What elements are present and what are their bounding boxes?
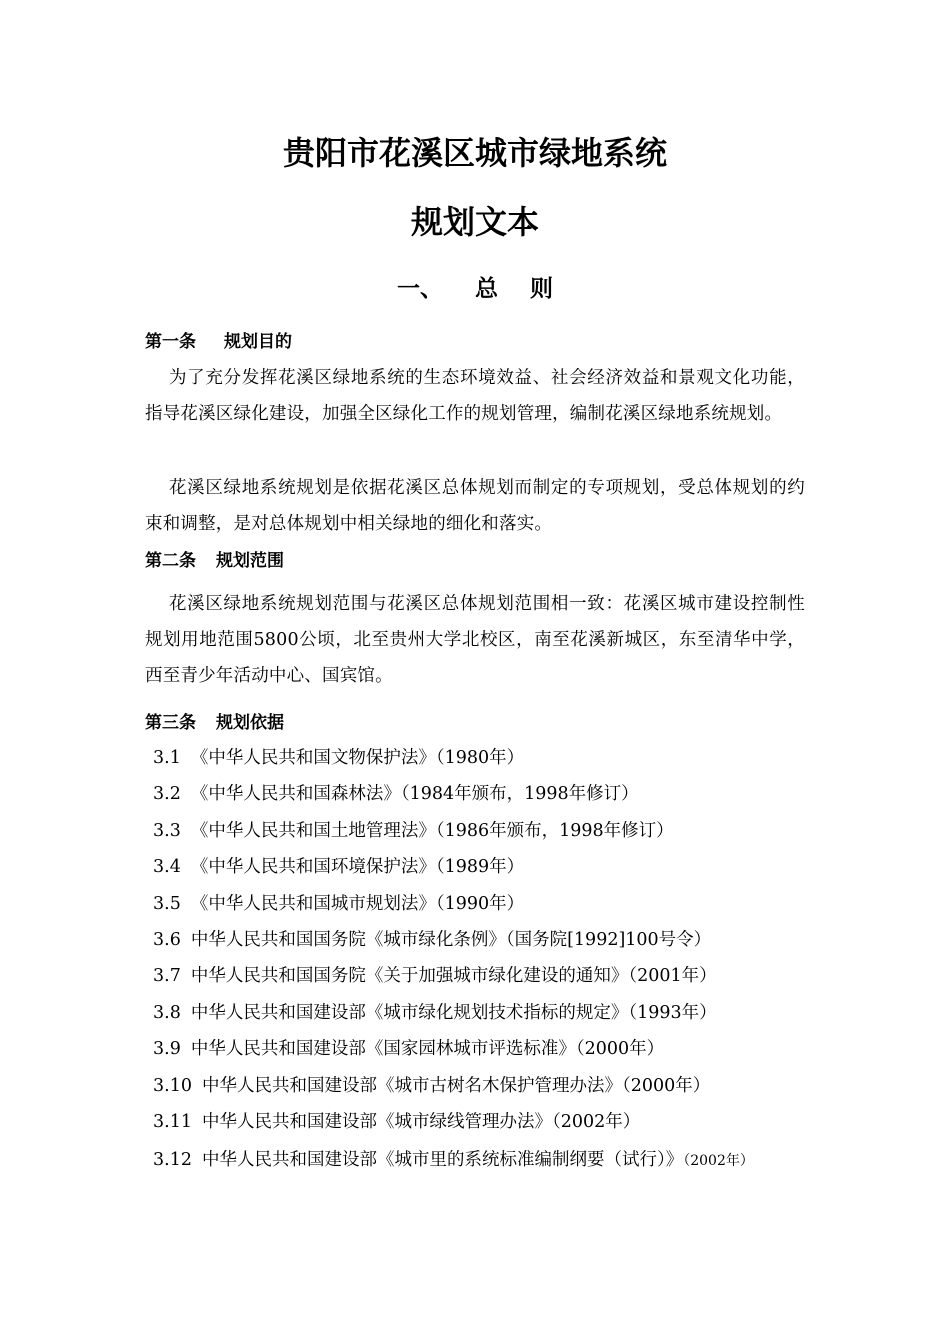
article-heading	[145, 549, 284, 573]
reference-number: 3.5	[153, 894, 181, 914]
reference-item	[153, 1074, 710, 1098]
reference-item	[145, 1145, 815, 1176]
article-number: 第一条	[145, 332, 196, 352]
reference-number: 3.3	[153, 821, 181, 841]
article-heading	[145, 330, 292, 354]
reference-text: 《中华人民共和国城市规划法》（1990年）	[190, 894, 525, 914]
paragraph: 为了充分发挥花溪区绿地系统的生态环境效益、社会经济效益和景观文化功能，指导花溪区绿化建设，加强全区绿化工作的规划管理，编制花溪区绿地系统规划。	[145, 368, 805, 424]
reference-number: 3.6	[153, 930, 181, 950]
reference-number: 3.10	[153, 1076, 192, 1096]
reference-number: 3.7	[153, 966, 181, 986]
reference-text: 中华人民共和国建设部《城市绿化规划技术指标的规定》（1993年）	[190, 1003, 717, 1023]
reference-text: 中华人民共和国国务院《城市绿化条例》（国务院[1992]100号令）	[190, 930, 712, 950]
reference-item	[153, 1110, 640, 1134]
article-number: 第二条	[145, 551, 196, 571]
reference-text: 中华人民共和国建设部《国家园林城市评选标准》（2000年）	[190, 1039, 665, 1059]
chapter-title-char-1: 总	[475, 275, 498, 302]
article-name: 规划范围	[216, 551, 284, 571]
reference-item	[153, 855, 524, 879]
reference-text: 《中华人民共和国土地管理法》（1986年颁布，1998年修订）	[190, 821, 674, 841]
reference-text: 《中华人民共和国森林法》（1984年颁布，1998年修订）	[190, 784, 639, 804]
reference-number: 3.11	[153, 1112, 192, 1132]
document-subtitle: 规划文本	[410, 203, 539, 241]
article-heading	[145, 711, 284, 735]
document-title: 贵阳市花溪区城市绿地系统	[282, 134, 667, 172]
reference-number: 3.2	[153, 784, 181, 804]
reference-item	[153, 819, 674, 843]
chapter-number: 一、	[396, 275, 443, 302]
reference-number: 3.12	[153, 1150, 192, 1170]
reference-text: 中华人民共和国建设部《城市古树名木保护管理办法》（2000年）	[201, 1076, 711, 1096]
chapter-title-char-2: 则	[530, 275, 554, 302]
reference-number: 3.8	[153, 1003, 181, 1023]
reference-item	[153, 746, 524, 770]
chapter-heading	[0, 274, 950, 304]
reference-text: 中华人民共和国国务院《关于加强城市绿化建设的通知》（2001年）	[190, 966, 717, 986]
reference-number: 3.4	[153, 857, 181, 877]
reference-item	[153, 1037, 664, 1061]
reference-item	[153, 782, 639, 806]
reference-item	[153, 928, 711, 952]
reference-text: 中华人民共和国建设部《城市里的系统标准编制纲要（试行）》	[201, 1150, 684, 1170]
article-name: 规划目的	[224, 332, 292, 352]
paragraph: 花溪区绿地系统规划范围与花溪区总体规划范围相一致：花溪区城市建设控制性规划用地范围5800公顷，北至贵州大学北校区，南至花溪新城区，东至清华中学，西至青少年活动中心、国宾馆。	[145, 594, 805, 686]
reference-number: 3.1	[153, 748, 181, 768]
reference-text: 《中华人民共和国环境保护法》（1989年）	[190, 857, 525, 877]
reference-item	[153, 1001, 717, 1025]
reference-item	[153, 892, 524, 916]
paragraph: 花溪区绿地系统规划是依据花溪区总体规划而制定的专项规划，受总体规划的约束和调整，是对总体规划中相关绿地的细化和落实。	[145, 478, 805, 534]
reference-number: 3.9	[153, 1039, 181, 1059]
reference-item	[153, 964, 717, 988]
reference-text: 《中华人民共和国文物保护法》（1980年）	[190, 748, 525, 768]
article-number: 第三条	[145, 713, 196, 733]
article-name: 规划依据	[216, 713, 284, 733]
reference-year: （2002年）	[683, 1153, 754, 1169]
reference-text: 中华人民共和国建设部《城市绿线管理办法》（2002年）	[201, 1112, 641, 1132]
